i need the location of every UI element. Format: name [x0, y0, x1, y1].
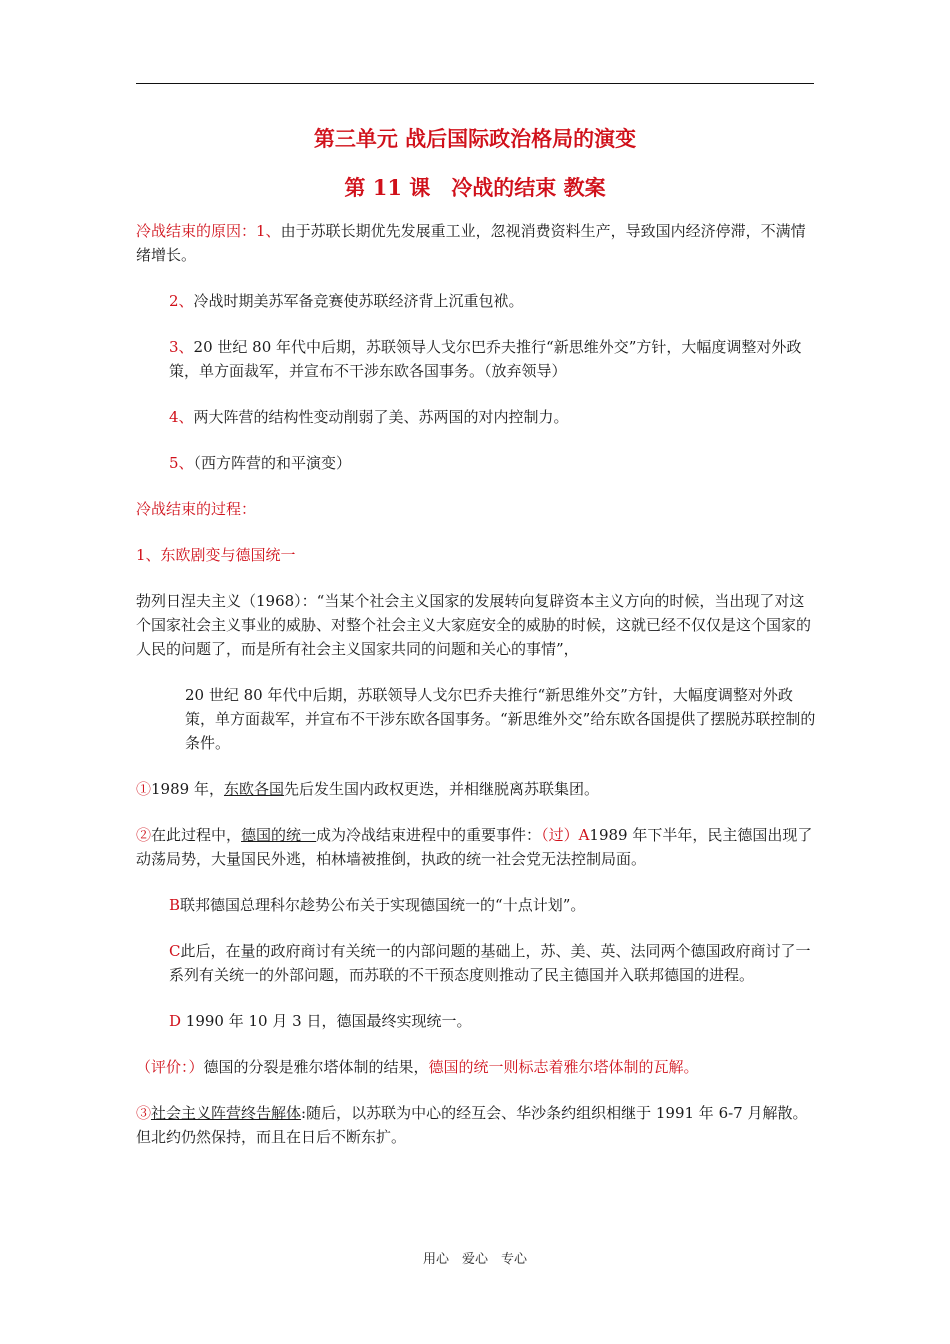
unit-title: 第三单元 战后国际政治格局的演变 [313, 126, 637, 151]
brezhnev-doctrine: 勃列日涅夫主义（1968）：“当某个社会主义国家的发展转向复辟资本主义方向的时候，当出现了对这个国家社会主义事业的威胁、对整个社会主义大家庭安全的威胁的时候，这就已经不仅仅是这个国家的人民的问题了，而是所有社会主义国家共同的问题和关心的事情”， [136, 592, 812, 658]
cause-5: 5、（西方阵营的和平演变） [169, 454, 352, 472]
header-rule [136, 83, 814, 84]
document-body [136, 219, 816, 1171]
cause-1: 冷战结束的原因：1、由于苏联长期优先发展重工业，忽视消费资料生产，导致国内经济停滞，不满情绪增长。 [136, 222, 806, 264]
point-d: D 1990 年 10 月 3 日，德国最终实现统一。 [169, 1012, 472, 1030]
new-thinking-paragraph: 20 世纪 80 年代中后期，苏联领导人戈尔巴乔夫推行“新思维外交”方针，大幅度调整对外政策，单方面裁军，并宣布不干涉东欧各国事务。“新思维外交”给东欧各国提供了摆脱苏联控制的条件。 [185, 686, 816, 752]
page-footer: 用心 爱心 专心 [422, 1252, 527, 1267]
point-2: ②在此过程中，德国的统一成为冷战结束进程中的重要事件：（过）A1989 年下半年，民主德国出现了动荡局势，大量国民外逃，柏林墙被推倒，执政的统一社会党无法控制局面。 [136, 826, 813, 868]
cause-3: 3、20 世纪 80 年代中后期，苏联领导人戈尔巴乔夫推行“新思维外交”方针，大幅度调整对外政策，单方面裁军，并宣布不干涉东欧各国事务。（放弃领导） [169, 338, 802, 380]
point-3: ③社会主义阵营终告解体:随后，以苏联为中心的经互会、华沙条约组织相继于 1991 年 6-7 月解散。但北约仍然保持，而且在日后不断东扩。 [136, 1104, 808, 1146]
lesson-title: 第 11 课 冷战的结束 教案 [344, 175, 606, 200]
process-subheading: 1、东欧剧变与德国统一 [136, 546, 296, 564]
cause-4: 4、两大阵营的结构性变动削弱了美、苏两国的对内控制力。 [169, 408, 569, 426]
cause-2: 2、冷战时期美苏军备竞赛使苏联经济背上沉重包袱。 [169, 292, 524, 310]
process-label: 冷战结束的过程： [136, 500, 257, 518]
point-1: ①1989 年，东欧各国先后发生国内政权更迭，并相继脱离苏联集团。 [136, 780, 599, 798]
point-c: C此后，在量的政府商讨有关统一的内部问题的基础上，苏、美、英、法同两个德国政府商讨了一系列有关统一的外部问题，而苏联的不干预态度则推动了民主德国并入联邦德国的进程。 [169, 942, 811, 984]
point-b: B联邦德国总理科尔趁势公布关于实现德国统一的“十点计划”。 [169, 896, 586, 914]
causes-label: 冷战结束的原因： [136, 222, 257, 240]
evaluation: （评价：）德国的分裂是雅尔塔体制的结果，德国的统一则标志着雅尔塔体制的瓦解。 [136, 1058, 699, 1076]
